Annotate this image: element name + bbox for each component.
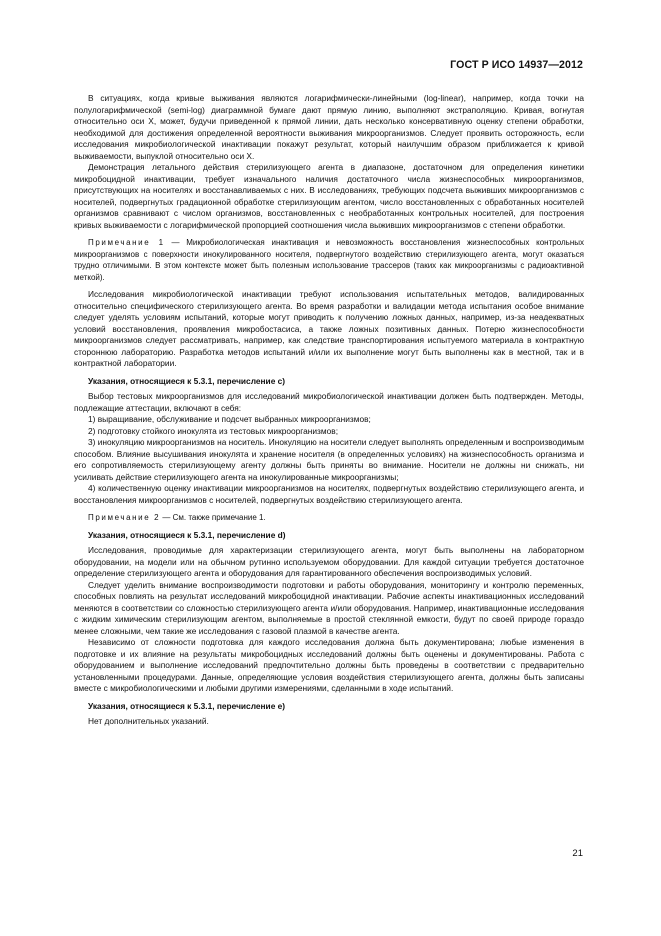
paragraph-documentation: Независимо от сложности подготовка для каждого исследования должна быть документирована; любые изменения в подготовке и их влияние на результаты микробоцидных исследований должны быть оценены и документированы. Работа с оборудованием и выполнение исследований предпочтительно должны быть проведены в соответствии с предварительно установленными процедурами. Данные, определяющие условия воздействия стерилизующего агента, должны быть записаны вместе с микробиологическими и любыми другими измерениями, сделанными в ходе испытаний. <box>74 637 584 693</box>
page-number: 21 <box>572 848 583 859</box>
note-1 <box>74 237 584 283</box>
note-2 <box>74 512 584 524</box>
paragraph-characterization: Исследования, проводимые для характеризации стерилизующего агента, могут быть выполнены на лабораторном оборудовании, на модели или на обычном рутинно используемом оборудовании. Для каждой ситуации требуется достаточное определение стерилизующего агента и оборудования для гарантированного обеспечения воспроизводимых условий. <box>74 545 584 578</box>
note-1-text: — Микробиологическая инактивация и невозможность восстановления жизнеспособных контрольных микроорганизмов с поверхности инокулированного носителя, подвергнутого воздействию стерилизующего агента, могут оказаться трудно отличимыми. В этом контексте может быть полезным использование трассеров (таких как микроорганизмы с радиоактивной меткой). <box>74 238 584 282</box>
paragraph-test-methods: Исследования микробиологической инактивации требуют использования испытательных методов, валидированных относительно специфического стерилизующего агента. Во время разработки и валидации метода испытания особое внимание следует уделять условиям испытаний, которые могут приводить к получению ложных данных, например, из-за неадекватных условий восстановления, проявления микробостасиса, а также ложных позитивных данных. Потерю жизнеспособности микроорганизмов следует рассматривать, например, как следствие транспортирования испытуемого материала в контрактную стороннюю лабораторию. Разработка методов испытаний и/или их выполнение могут быть выполнены как в местной, так и в контрактной лаборатории. <box>74 289 584 368</box>
list-item-2: 2) подготовку стойкого инокулята из тестовых микроорганизмов; <box>88 425 339 436</box>
list-item-4: 4) количественную оценку инактивации микроорганизмов на носителях, подвергнутых воздействию стерилизующего агента, и восстановления микроорганизмов с носителей, подвергнутых воздействию стерилизующего агента. <box>74 483 584 505</box>
list-item-3: 3) инокуляцию микроорганизмов на носитель. Инокуляцию на носители следует выполнять определенным и воспроизводимым способом. Влияние высушивания инокулята и хранение носителя (в определенных условиях) на жизнеспособность организма и его сопротивляемость стерилизующему агенту должны быть приняты во внимание. Носители не должны ни снижать, ни усиливать действие стерилизующего агента на инокулированные микроорганизмы; <box>74 437 584 482</box>
paragraph-no-additional: Нет дополнительных указаний. <box>88 716 209 726</box>
document-body <box>74 93 584 728</box>
heading-item-c: Указания, относящиеся к 5.3.1, перечисление с) <box>88 375 286 386</box>
note-2-label: Примечание 2 <box>88 513 161 522</box>
note-1-label: Примечание 1 <box>88 238 165 247</box>
document-header: ГОСТ Р ИСО 14937—2012 <box>450 59 583 71</box>
paragraph-test-organisms: Выбор тестовых микроорганизмов для исследований микробиологической инактивации должен быть подтвержден. Методы, подлежащие аттестации, включают в себя: <box>74 391 584 413</box>
heading-item-e: Указания, относящиеся к 5.3.1, перечисление е) <box>88 700 286 711</box>
paragraph-lethal-action: Демонстрация летального действия стерилизующего агента в диапазоне, достаточном для определения кинетики микробоцидной инактивации, требует изначального наличия достаточного числа жизнеспособных микроорганизмов, присутствующих на носителях и восстанавливаемых с них. В исследованиях, требующих подсчета выживших микроорганизмов с носителей, подвергнутых градационной обработке стерилизующим агентом, число восстановленных с обработанных носителей организмов сравнивают с числом организмов, восстановленных с необработанных контрольных носителей, для построения кривых выживаемости с логарифмической пропорцией соотношения числа выживших микроорганизмов с степени обработки. <box>74 162 584 230</box>
paragraph-survival-curves: В ситуациях, когда кривые выживания являются логарифмически-линейными (log-linear), например, когда точки на полулогарифмической (semi-log) диаграммной бумаге дают прямую линию, выполняют экстраполяцию. Кривая, вогнутая относительно оси X, может, будучи приведенной к прямой линии, дать несколько консервативную оценку степени обработки, необходимой для достижения определенной вероятности выживания микроорганизмов. Следует проявить осторожность, если исследования микробиологической инактивации покажут результат, который наилучшим образом приближается к кривой выживаемости, выпуклой относительно оси X. <box>74 93 584 161</box>
list-item-1: 1) выращивание, обслуживание и подсчет выбранных микроорганизмов; <box>88 414 371 424</box>
note-2-text: — См. также примечание 1. <box>160 513 266 522</box>
paragraph-reproducibility: Следует уделить внимание воспроизводимости подготовки и работы оборудования, мониторингу и контролю переменных, способных повлиять на результат исследований микробоцидной инактивации. Рабочие аспекты инактивационных исследований меняются в соответствии со сложностью стерилизующего агента и/или оборудования. Например, инактивационные исследования с жидким химическим стерилизующим агентом, выполняемые в простой стеклянной емкости, будут по своей природе гораздо менее сложными, чем такие же исследования с газовой плазмой в качестве агента. <box>74 579 584 636</box>
heading-item-d: Указания, относящиеся к 5.3.1, перечисление d) <box>88 529 286 540</box>
